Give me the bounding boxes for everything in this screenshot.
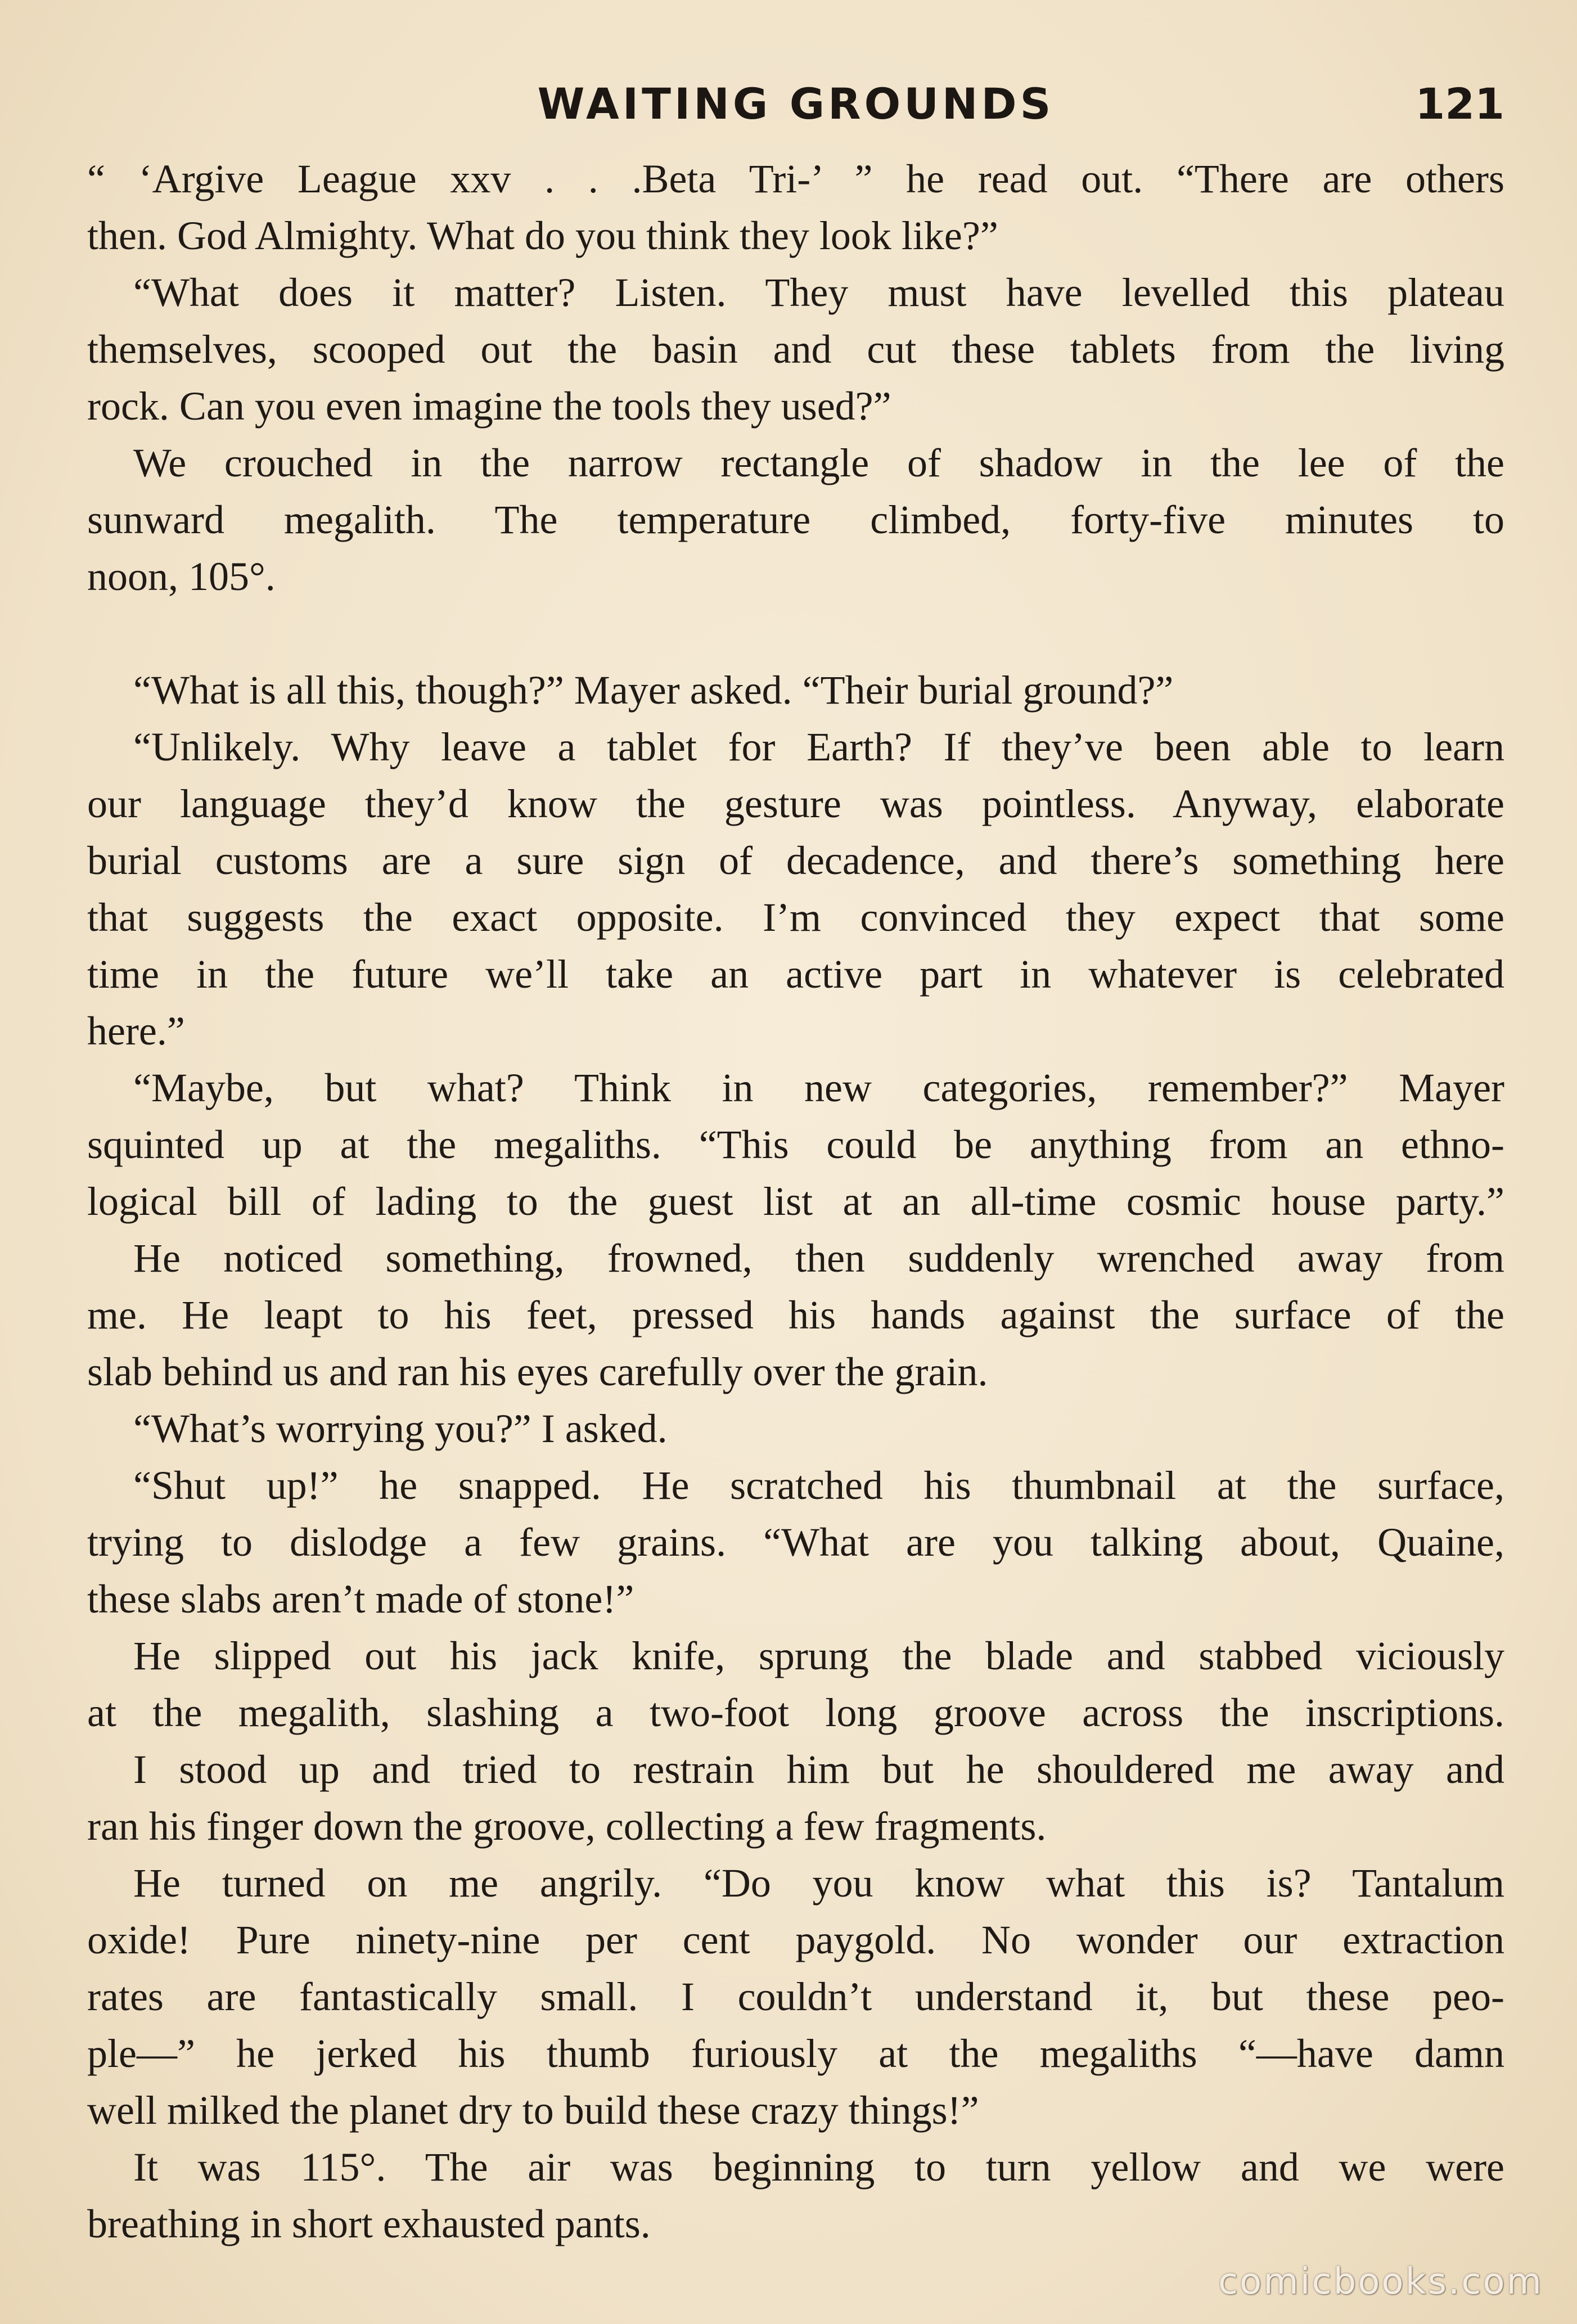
text-line: We crouched in the narrow rectangle of shadow in the lee of the bbox=[133, 440, 1504, 485]
text-line: He slipped out his jack knife, sprung the blade and stabbed viciously bbox=[133, 1633, 1504, 1678]
text-line: ran his finger down the groove, collecting a few fragments. bbox=[87, 1804, 1047, 1849]
text-line: logical bill of lading to the guest list at an all-time cosmic house party.” bbox=[87, 1179, 1504, 1224]
paragraph bbox=[87, 1741, 1504, 1855]
text-line: I stood up and tried to restrain him but he shouldered me away and bbox=[133, 1747, 1504, 1792]
text-line: themselves, scooped out the basin and cut these tablets from the living bbox=[87, 327, 1504, 372]
text-line: breathing in short exhausted pants. bbox=[87, 2201, 651, 2246]
paragraph bbox=[87, 1457, 1504, 1628]
paragraph bbox=[87, 264, 1504, 435]
text-line: here.” bbox=[87, 1008, 185, 1053]
text-line: time in the future we’ll take an active part in whatever is celebrated bbox=[87, 952, 1504, 997]
text-line: It was 115°. The air was beginning to turn yellow and we were bbox=[133, 2145, 1504, 2190]
text-line: these slabs aren’t made of stone!” bbox=[87, 1577, 634, 1622]
text-line: “What’s worrying you?” I asked. bbox=[133, 1406, 668, 1451]
paragraph bbox=[87, 662, 1504, 719]
paragraph bbox=[87, 2139, 1504, 2253]
chapter-title: WAITING GROUNDS bbox=[537, 79, 1055, 129]
text-line: then. God Almighty. What do you think they look like?” bbox=[87, 213, 998, 258]
text-line: me. He leapt to his feet, pressed his hands against the surface of the bbox=[87, 1292, 1504, 1337]
text-line: sunward megalith. The temperature climbed, forty-five minutes to bbox=[87, 497, 1504, 542]
text-line: ple—” he jerked his thumb furiously at the megaliths “—have damn bbox=[87, 2031, 1504, 2076]
page-number: 121 bbox=[1415, 79, 1504, 129]
text-line: “What does it matter? Listen. They must have levelled this plateau bbox=[133, 270, 1504, 315]
text-line: squinted up at the megaliths. “This could be anything from an ethno- bbox=[87, 1122, 1504, 1167]
text-line: “What is all this, though?” Mayer asked. “Their burial ground?” bbox=[133, 668, 1174, 713]
text-line: well milked the planet dry to build these crazy things!” bbox=[87, 2088, 979, 2133]
text-line: noon, 105°. bbox=[87, 554, 276, 599]
paragraph bbox=[87, 151, 1504, 264]
text-line: rock. Can you even imagine the tools they used?” bbox=[87, 384, 891, 429]
paragraph bbox=[87, 719, 1504, 1060]
text-line: our language they’d know the gesture was pointless. Anyway, elaborate bbox=[87, 781, 1504, 826]
text-line: burial customs are a sure sign of decadence, and there’s something here bbox=[87, 838, 1504, 883]
paragraph bbox=[87, 1855, 1504, 2139]
text-line: “ ‘Argive League xxv . . .Beta Tri-’ ” he read out. “There are others bbox=[87, 156, 1504, 201]
section-break bbox=[87, 605, 1504, 662]
text-line: He turned on me angrily. “Do you know what this is? Tantalum bbox=[133, 1861, 1504, 1906]
text-line: oxide! Pure ninety-nine per cent paygold. No wonder our extraction bbox=[87, 1917, 1504, 1962]
text-line: rates are fantastically small. I couldn’t understand it, but these peo- bbox=[87, 1974, 1504, 2019]
paragraph bbox=[87, 435, 1504, 605]
paragraph bbox=[87, 1060, 1504, 1230]
text-line: “Shut up!” he snapped. He scratched his thumbnail at the surface, bbox=[133, 1463, 1504, 1508]
text-line: trying to dislodge a few grains. “What are you talking about, Quaine, bbox=[87, 1520, 1504, 1565]
paragraph bbox=[87, 1400, 1504, 1457]
text-line: He noticed something, frowned, then suddenly wrenched away from bbox=[133, 1236, 1504, 1281]
text-line: “Maybe, but what? Think in new categories, remember?” Mayer bbox=[133, 1065, 1504, 1110]
body-text bbox=[87, 151, 1504, 2253]
book-page bbox=[87, 0, 1504, 2324]
paragraph bbox=[87, 1628, 1504, 1741]
text-line: slab behind us and ran his eyes carefully over the grain. bbox=[87, 1349, 988, 1394]
paragraph bbox=[87, 1230, 1504, 1400]
running-head bbox=[87, 73, 1504, 135]
watermark: comicbooks.com bbox=[1218, 2261, 1543, 2303]
text-line: that suggests the exact opposite. I’m convinced they expect that some bbox=[87, 895, 1504, 940]
text-line: “Unlikely. Why leave a tablet for Earth? If they’ve been able to learn bbox=[133, 724, 1504, 769]
text-line: at the megalith, slashing a two-foot long groove across the inscriptions. bbox=[87, 1690, 1504, 1735]
